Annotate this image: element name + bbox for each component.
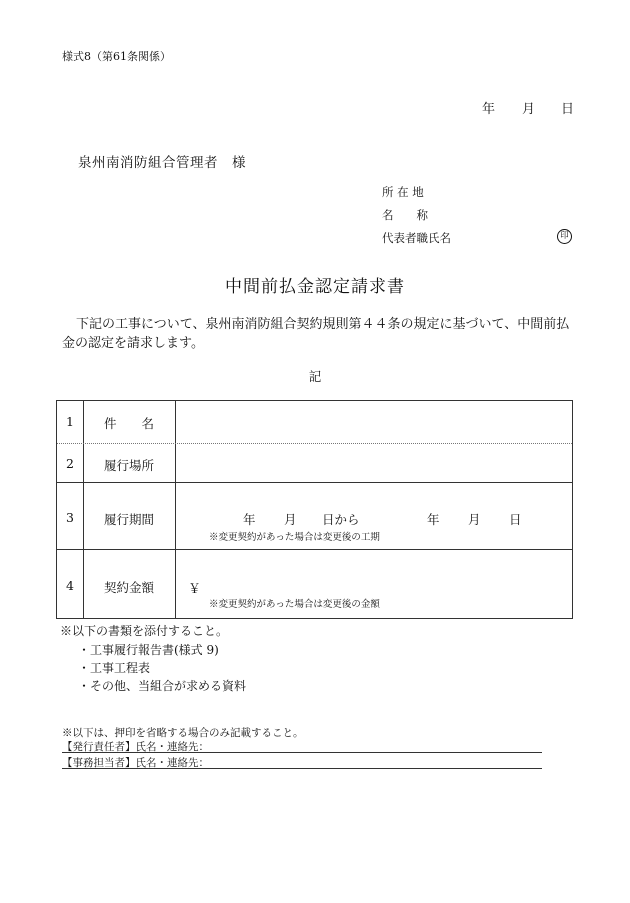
period-from-day: 日から — [322, 512, 360, 527]
row-label: 履行期間 — [103, 512, 154, 527]
row-label: 契約金額 — [103, 580, 154, 595]
attachment-item: ・工事工程表 — [78, 661, 151, 675]
table-row-amount — [57, 550, 572, 618]
amount-note: ※変更契約があった場合は変更後の金額 — [209, 599, 380, 610]
footer-note: ※以下は、押印を省略する場合のみ記載すること。 — [62, 727, 304, 739]
period-to-year: 年 — [427, 512, 440, 527]
addressee-honorific: 様 — [232, 155, 246, 171]
row-label: 件 名 — [103, 416, 154, 431]
date-year: 年 — [482, 102, 496, 117]
footer-line-issuer: 【発行責任者】氏名・連絡先： — [62, 741, 209, 753]
seal-mark: 印 — [557, 229, 572, 244]
date-month: 月 — [522, 102, 536, 117]
footer-line-clerk: 【事務担当者】氏名・連絡先： — [62, 757, 209, 769]
form-number: 様式8（第61条関係） — [62, 50, 171, 63]
clerk-underline — [62, 768, 542, 769]
ki-heading: 記 — [308, 369, 322, 384]
amount-currency: ￥ — [188, 582, 202, 597]
issuer-underline — [62, 752, 542, 753]
table-row-period — [57, 483, 572, 550]
attachment-item: ・工事履行報告書(様式 9) — [78, 643, 219, 657]
period-from-month: 月 — [284, 512, 297, 527]
table-row-project-name — [57, 401, 572, 444]
representative-label: 代表者職氏名 — [382, 231, 451, 245]
date-day: 日 — [561, 102, 575, 117]
row-number: 4 — [66, 578, 74, 593]
addressee-name: 泉州南消防組合管理者 — [78, 155, 218, 171]
row-number: 2 — [66, 456, 74, 471]
attachment-item: ・その他、当組合が求める資料 — [78, 679, 247, 693]
row-number: 1 — [66, 414, 74, 429]
address-label: 所 在 地 — [382, 185, 424, 199]
period-note: ※変更契約があった場合は変更後の工期 — [209, 532, 380, 543]
row-label: 履行場所 — [103, 458, 154, 473]
period-from-year: 年 — [243, 512, 256, 527]
period-to-day: 日 — [509, 512, 522, 527]
attachments-heading: ※以下の書類を添付すること。 — [60, 624, 229, 638]
addressee — [78, 151, 246, 171]
table-row-location — [57, 444, 572, 483]
details-table — [56, 400, 573, 619]
period-to-month: 月 — [468, 512, 481, 527]
document-title: 中間前払金認定請求書 — [225, 277, 405, 297]
name-label: 名 称 — [382, 208, 428, 222]
row-number: 3 — [66, 510, 74, 525]
body-text: 下記の工事について、泉州南消防組合契約規則第４４条の規定に基づいて、中間前払金の認定を請求します。 — [62, 317, 570, 351]
